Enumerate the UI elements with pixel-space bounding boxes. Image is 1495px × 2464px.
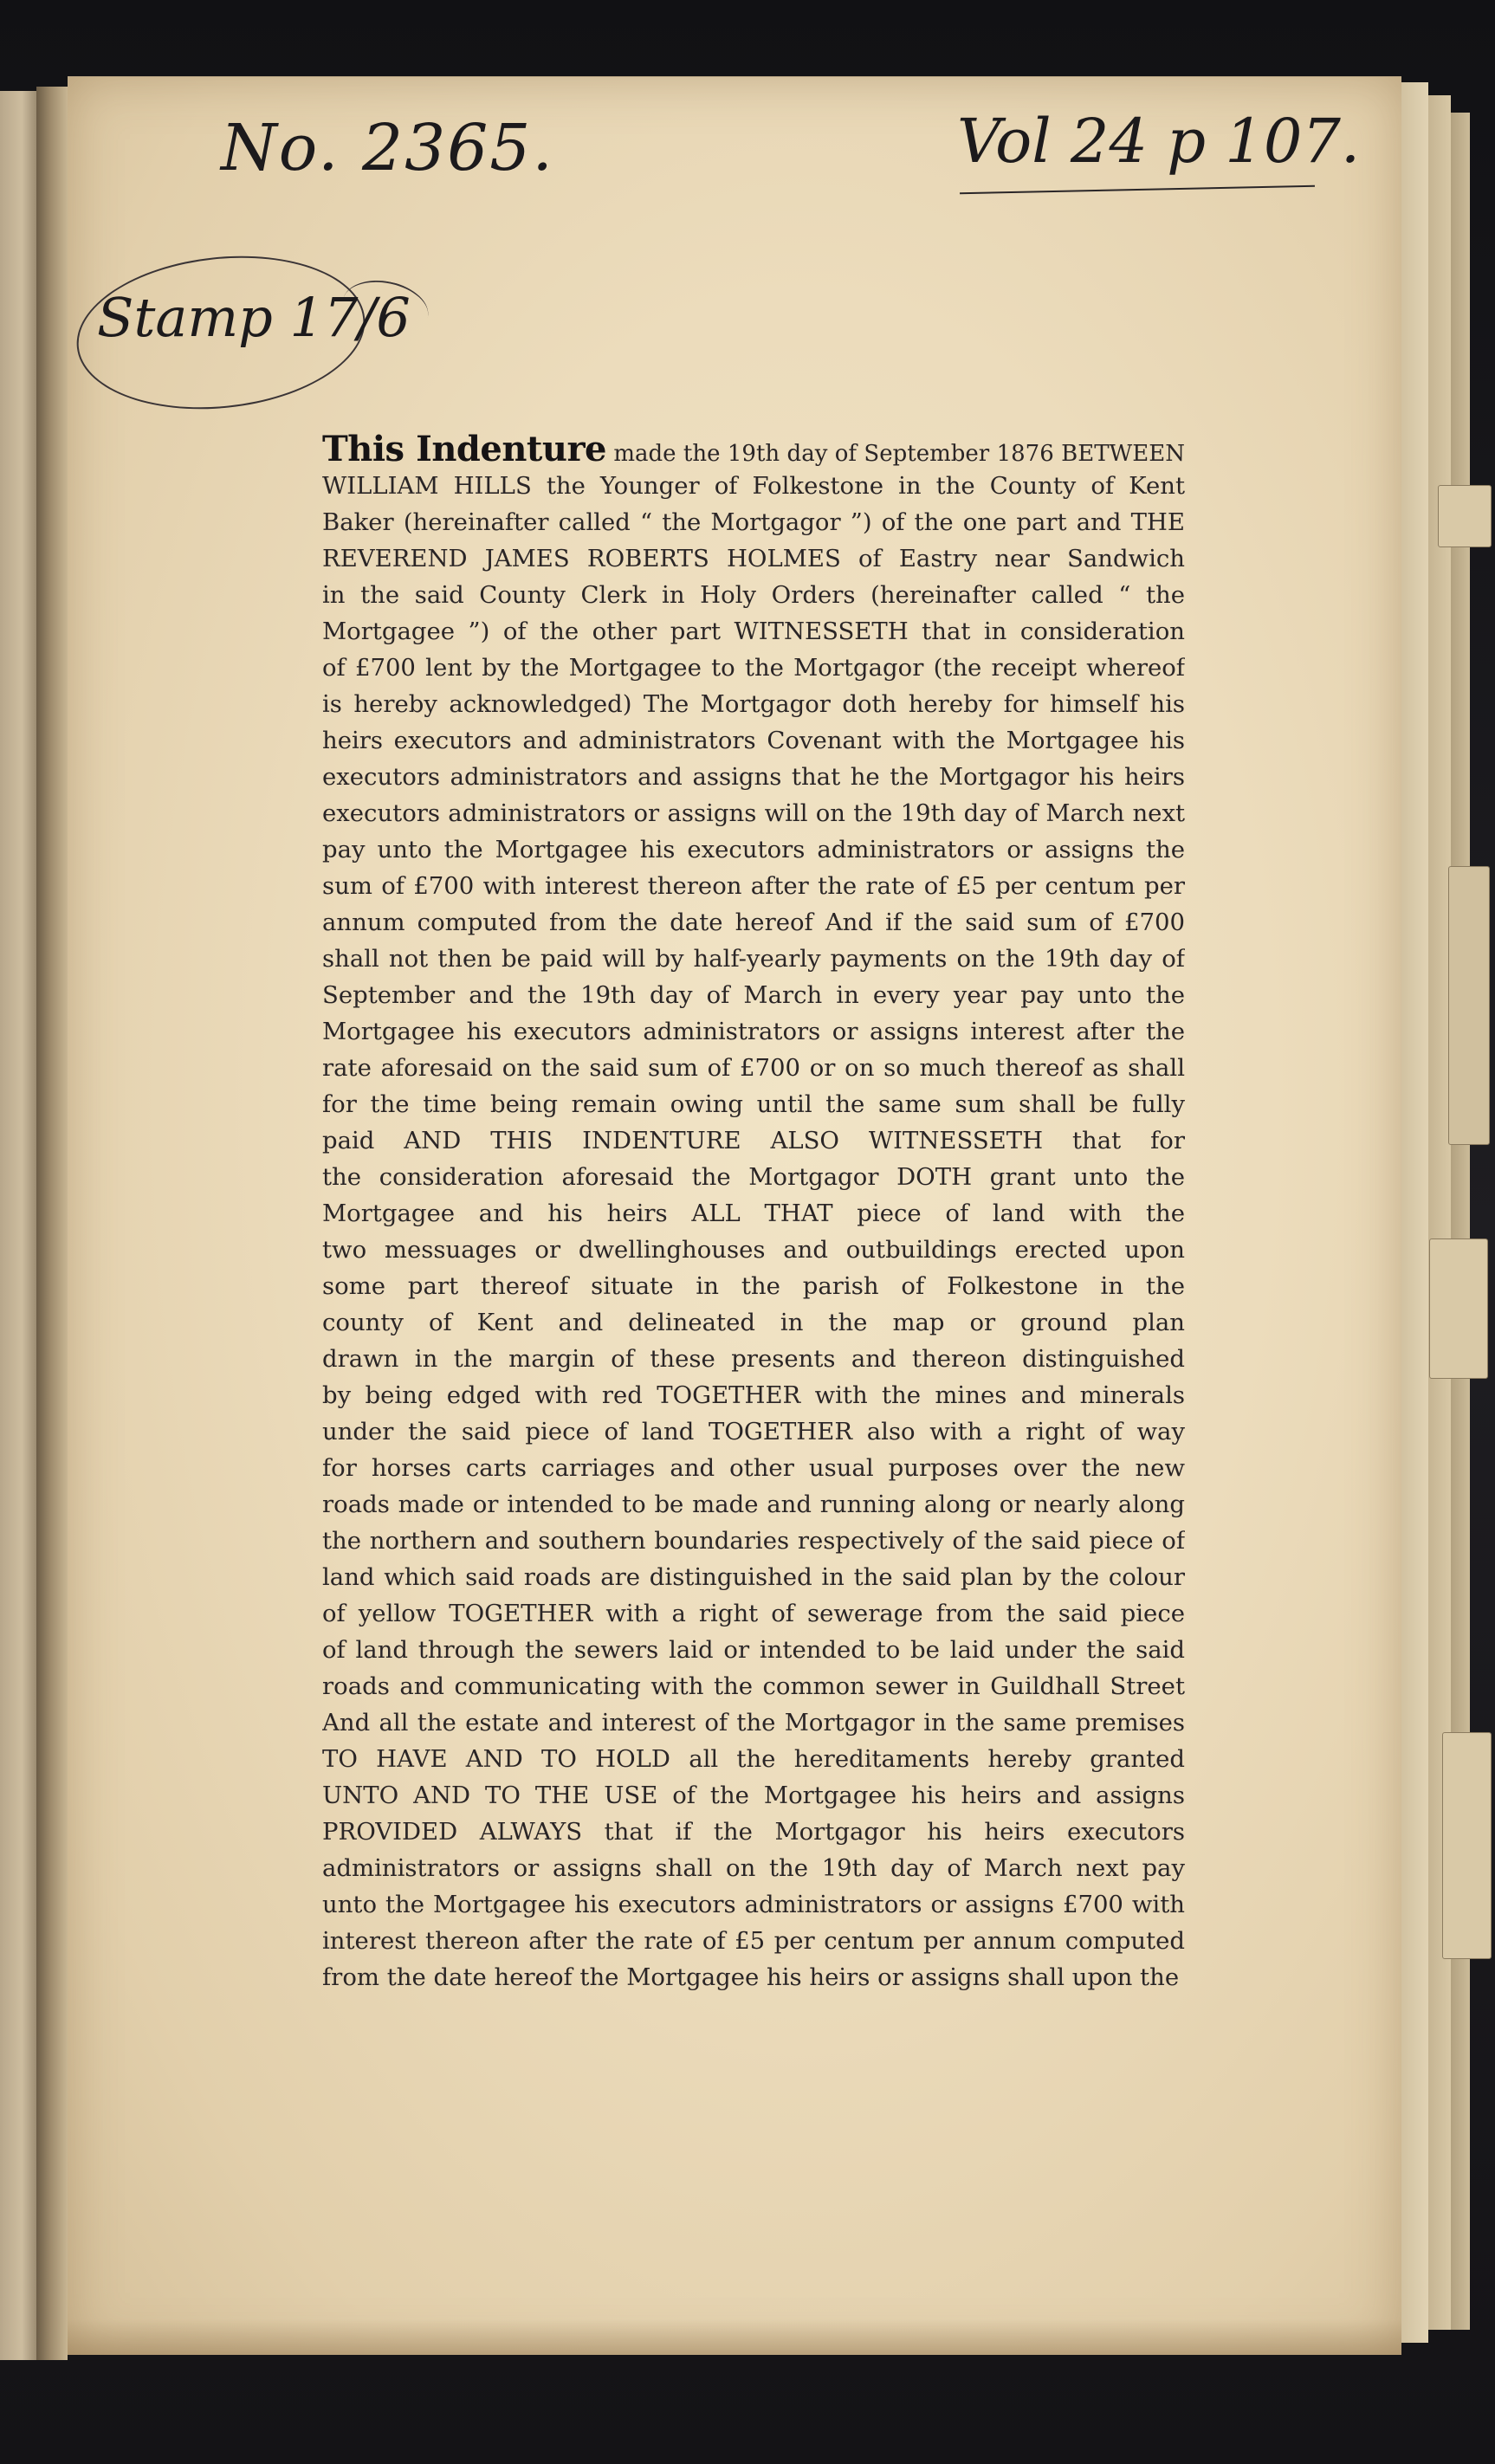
paper-tab bbox=[1448, 866, 1490, 1145]
deed-text bbox=[322, 431, 1185, 1995]
book-gutter bbox=[36, 87, 68, 2360]
deed-line: under the said piece of land TOGETHER also with a right of way bbox=[322, 1418, 1185, 1445]
deed-opening-words: This Indenture bbox=[322, 431, 606, 468]
deed-line: of £700 lent by the Mortgagee to the Mortgagor (the receipt whereof bbox=[322, 654, 1185, 682]
deed-line: drawn in the margin of these presents and thereon distinguished bbox=[322, 1345, 1185, 1373]
deed-line: two messuages or dwellinghouses and outbuildings erected upon bbox=[322, 1236, 1185, 1264]
paper-tab bbox=[1429, 1238, 1488, 1379]
deed-line: PROVIDED ALWAYS that if the Mortgagor his heirs executors bbox=[322, 1818, 1185, 1846]
deed-line: from the date hereof the Mortgagee his heirs or assigns shall upon the bbox=[322, 1963, 1180, 1991]
deed-line: interest thereon after the rate of £5 per centum per annum computed bbox=[322, 1927, 1185, 1955]
deed-line: pay unto the Mortgagee his executors administrators or assigns the bbox=[322, 836, 1185, 863]
deed-line: in the said County Clerk in Holy Orders (hereinafter called “ the bbox=[322, 581, 1185, 609]
deed-line: the northern and southern boundaries respectively of the said piece of bbox=[322, 1527, 1185, 1555]
deed-line: September and the 19th day of March in every year pay unto the bbox=[322, 981, 1185, 1009]
deed-line: heirs executors and administrators Covenant with the Mortgagee his bbox=[322, 727, 1185, 754]
deed-line: annum computed from the date hereof And if the said sum of £700 bbox=[322, 909, 1185, 936]
handwritten-ref-number: No. 2365. bbox=[221, 111, 554, 185]
deed-line: of yellow TOGETHER with a right of sewerage from the said piece bbox=[322, 1600, 1185, 1627]
deed-line: paid AND THIS INDENTURE ALSO WITNESSETH that for bbox=[322, 1127, 1185, 1154]
deed-line: executors administrators or assigns will on the 19th day of March next bbox=[322, 799, 1185, 827]
deed-line: unto the Mortgagee his executors administrators or assigns £700 with bbox=[322, 1891, 1185, 1918]
left-page-edge bbox=[0, 91, 38, 2360]
deed-line: roads and communicating with the common sewer in Guildhall Street bbox=[322, 1672, 1185, 1700]
deed-line: Mortgagee and his heirs ALL THAT piece of land with the bbox=[322, 1200, 1185, 1227]
deed-line: And all the estate and interest of the Mortgagor in the same premises bbox=[322, 1709, 1185, 1736]
deed-line: is hereby acknowledged) The Mortgagor doth hereby for himself his bbox=[322, 690, 1185, 718]
deed-line: Mortgagee his executors administrators or assigns interest after the bbox=[322, 1018, 1185, 1045]
deed-line: Baker (hereinafter called “ the Mortgagor ”) of the one part and THE bbox=[322, 508, 1185, 536]
deed-line: TO HAVE AND TO HOLD all the hereditaments hereby granted bbox=[322, 1745, 1185, 1773]
deed-line: administrators or assigns shall on the 19th day of March next pay bbox=[322, 1854, 1185, 1882]
handwritten-volume-ref: Vol 24 p 107. bbox=[957, 106, 1361, 177]
deed-line: Mortgagee ”) of the other part WITNESSETH that in consideration bbox=[322, 618, 1185, 645]
deed-line: county of Kent and delineated in the map or ground plan bbox=[322, 1309, 1185, 1336]
paper-tab bbox=[1442, 1732, 1492, 1959]
deed-line: sum of £700 with interest thereon after the rate of £5 per centum per bbox=[322, 872, 1185, 900]
deed-line: the consideration aforesaid the Mortgagor DOTH grant unto the bbox=[322, 1163, 1185, 1191]
deed-line: shall not then be paid will by half-yearly payments on the 19th day of bbox=[322, 945, 1185, 973]
deed-line: UNTO AND TO THE USE of the Mortgagee his heirs and assigns bbox=[322, 1782, 1185, 1809]
deed-line bbox=[322, 431, 1185, 468]
deed-line: for horses carts carriages and other usual purposes over the new bbox=[322, 1454, 1185, 1482]
deed-line: some part thereof situate in the parish of Folkestone in the bbox=[322, 1272, 1185, 1300]
deed-line-text: made the 19th day of September 1876 BETWEEN bbox=[605, 441, 1185, 467]
deed-line: of land through the sewers laid or intended to be laid under the said bbox=[322, 1636, 1185, 1664]
deed-line: roads made or intended to be made and running along or nearly along bbox=[322, 1491, 1185, 1518]
deed-line: REVEREND JAMES ROBERTS HOLMES of Eastry near Sandwich bbox=[322, 545, 1185, 572]
deed-line: land which said roads are distinguished in the said plan by the colour bbox=[322, 1563, 1185, 1591]
deed-line: executors administrators and assigns that he the Mortgagor his heirs bbox=[322, 763, 1185, 791]
deed-line: rate aforesaid on the said sum of £700 or on so much thereof as shall bbox=[322, 1054, 1185, 1082]
handwritten-stamp-note: Stamp 17/6 bbox=[97, 286, 411, 349]
deed-line: WILLIAM HILLS the Younger of Folkestone in the County of Kent bbox=[322, 472, 1185, 500]
paper-tab bbox=[1438, 485, 1492, 547]
deed-line: by being edged with red TOGETHER with the mines and minerals bbox=[322, 1381, 1185, 1409]
deed-line: for the time being remain owing until the same sum shall be fully bbox=[322, 1090, 1185, 1118]
